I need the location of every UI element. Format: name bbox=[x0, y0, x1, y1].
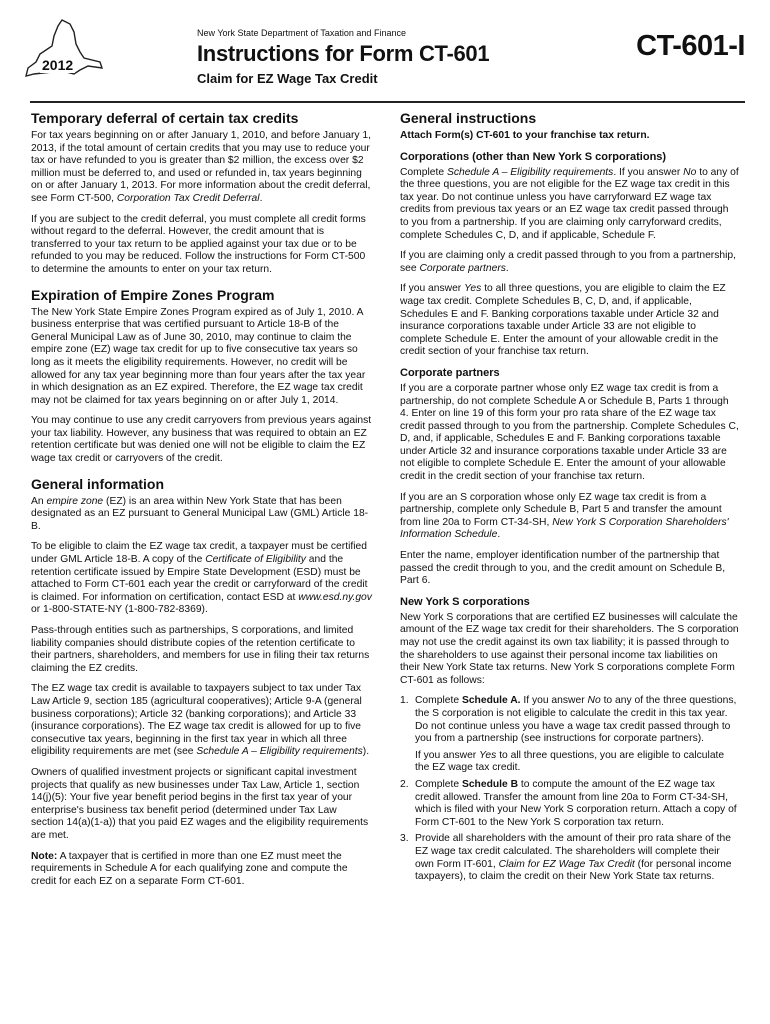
paragraph: An empire zone (EZ) is an area within New York State that has been designated as an EZ pursuant to General Municipal Law (GML) Article 18-B. bbox=[31, 495, 369, 532]
paragraph: Enter the name, employer identification number of the partnership that passed the credit through to you, and the credit amount on Schedule B, Part 6. bbox=[400, 550, 726, 587]
section-title-general-information: General information bbox=[31, 475, 165, 492]
list-item: 1. Complete Schedule A. If you answer No to any of the three questions, the S corporation is not eligible to calculate the credit in this tax year. Do not continue unless you have a wage tax credit passed through to you from a partnership (see instructions for corporate partners). If you answer Yes to all three questions, you are eligible to calculate the EZ wage tax credit. bbox=[400, 695, 737, 774]
section-title-empire-zones: Expiration of Empire Zones Program bbox=[31, 286, 275, 303]
list-item: 3. Provide all shareholders with the amount of their pro rata share of the EZ wage tax credit calculated. The shareholders will complete their own Form IT-601, Claim for EZ Wage Tax Credit (for personal income taxpayers), to claim the credit on their New York State tax returns. bbox=[400, 833, 732, 883]
paragraph: If you are a corporate partner whose only EZ wage tax credit is from a partnership, do not complete Schedule A or Schedule B, Parts 1 through 4. Enter on line 19 of this form your pro rata share of the EZ wage tax credit passed through to you from the partnership. Complete Schedules C, D, and, if applicable, Schedules E and F. Banking corporations taxable under Article 32 and insurance corporations taxable under Article 33 are not eligible to complete Schedule E. Enter the amount of your allowable credit in the credit section of your franchise tax return. bbox=[400, 382, 739, 483]
department-name: New York State Department of Taxation and Finance bbox=[197, 28, 406, 38]
paragraph: Owners of qualified investment projects or significant capital investment projects that qualify as new businesses under Tax Law, Article 1, section 14(j)(5): Your five year benefit period begins in the first tax year of your enterprise's business tax benefit period (determined under Tax Law section 14(a)(1-a)) that you paid EZ wages and the eligibility requirements are met. bbox=[31, 766, 369, 841]
section-title-general-instructions: General instructions bbox=[400, 110, 537, 126]
s-corp-steps-list bbox=[400, 695, 739, 883]
note-paragraph: Note: A taxpayer that is certified in more than one EZ must meet the requirements in Schedule A for each qualifying zone and compute the credit for each EZ on a separate Form CT-601. bbox=[31, 850, 348, 887]
paragraph: Complete Schedule A – Eligibility requirements. If you answer No to any of the three questions, you are not eligible for the EZ wage tax credit in this tax year. Do not continue unless you have carryforward EZ wage tax credits from previous tax years or an EZ wage tax credit passed through to you from a partnership. If you are claiming only carryforward credits, complete Schedules C, D, and if applicable, Schedule F. bbox=[400, 166, 739, 241]
attach-instruction: Attach Form(s) CT-601 to your franchise tax return. bbox=[400, 130, 650, 141]
tax-year: 2012 bbox=[42, 57, 74, 73]
subsection-title-corporations: Corporations (other than New York S corporations) bbox=[400, 150, 667, 163]
paragraph: For tax years beginning on or after January 1, 2010, and before January 1, 2013, if the total amount of certain credits that you may use to reduce your tax or have refunded to you is greater than $2 million, the excess over $2 million must be deferred to, and used or refunded in, tax years beginning on or after January 1, 2013. For more information about the credit deferral, see Form CT-500, Corporation Tax Credit Deferral. bbox=[31, 130, 372, 204]
paragraph: New York S corporations that are certified EZ businesses will calculate the amount of the EZ wage tax credit for their shareholders. The S corporation may not use the credit against its own tax liability; it is passed through to the shareholders to use against their personal income tax liabilities on their New York State tax returns. New York S corporations complete Form CT-601 as follows: bbox=[400, 611, 739, 686]
list-item: 2. Complete Schedule B to compute the amount of the EZ wage tax credit allowed. Transfer the amount from line 20a to Form CT-34-SH, which is filed with your New York S corporation return. Attach a copy of Form CT-601 to the New York S corporation tax return. bbox=[400, 778, 737, 828]
left-column bbox=[31, 110, 372, 896]
form-header bbox=[0, 0, 770, 100]
subsection-title-s-corporations: New York S corporations bbox=[400, 595, 530, 608]
paragraph: The New York State Empire Zones Program expired as of July 1, 2010. A business enterprise that was certified pursuant to Article 18-B of the General Municipal Law as of June 30, 2010, may continue to claim the empire zone (EZ) wage tax credit for up to five consecutive tax years so long as it meets the eligibility requirements. However, no credit will be allowed for any tax year beginning more than four years after the tax year in which designation as an EZ expired. Therefore, the EZ wage tax credit may not be claimed for tax years beginning on or after July 1, 2014. bbox=[31, 306, 366, 406]
paragraph: To be eligible to claim the EZ wage tax credit, a taxpayer must be certified under GML Article 18-B. A copy of the Certificate of Eligibility and the retention certificate issued by Empire State Development (ESD) must be attached to Form CT-601 each year the credit or carryforward of the credit is claimed. For information on certification, contact ESD at www.esd.ny.gov or 1-800-STATE-NY (1-800-782-8369). bbox=[31, 541, 372, 616]
page-title: Instructions for Form CT-601 bbox=[197, 41, 490, 66]
esd-website-link[interactable]: www.esd.ny.gov bbox=[298, 591, 372, 603]
paragraph: If you are an S corporation whose only EZ wage tax credit is from a partnership, complete only Schedule B, Part 5 and transfer the amount from line 20a to Form CT-34-SH, New York S Corporation Shareholders' Information Schedule. bbox=[400, 491, 729, 541]
section-title-credit-deferral: Temporary deferral of certain tax credits bbox=[31, 110, 299, 126]
form-number: CT-601-I bbox=[636, 30, 745, 62]
header-divider bbox=[30, 101, 745, 103]
paragraph: If you answer Yes to all three questions, you are eligible to claim the EZ wage tax credit. Complete Schedules B, C, D, and, if applicable, Schedules E and F. Banking corporations taxable under Article 32 and insurance corporations taxable under Article 33 are not eligible to complete Schedule E. Enter the amount of your allowable credit in the credit section of your franchise tax return. bbox=[400, 283, 726, 358]
paragraph: Pass-through entities such as partnerships, S corporations, and limited liability companies should distribute copies of the retention certificate to their partners, shareholders, and members for use in filing their tax returns claiming the EZ credits. bbox=[31, 625, 370, 674]
subsection-title-corporate-partners: Corporate partners bbox=[400, 366, 500, 379]
paragraph: If you are claiming only a credit passed through to you from a partnership, see Corporate partners. bbox=[400, 250, 736, 274]
page-subtitle: Claim for EZ Wage Tax Credit bbox=[197, 71, 378, 86]
paragraph: The EZ wage tax credit is available to taxpayers subject to tax under Tax Law Article 9, section 185 (agricultural cooperatives); Article 9-A (general business corporations); Article 32 (banking corporations); and Article 33 (insurance corporations). The EZ wage tax credit is allowed for up to five consecutive tax years, beginning in the first tax year in which all three eligibility requirements are met (see Schedule A – Eligibility requirements). bbox=[31, 683, 370, 758]
right-column bbox=[400, 110, 739, 888]
paragraph: You may continue to use any credit carryovers from previous years against your tax liability. However, any business that was required to obtain an EZ retention certificate but was denied one will not be eligible to claim the EZ wage tax credit or carryovers of the credit. bbox=[31, 415, 372, 465]
paragraph: If you are subject to the credit deferral, you must complete all credit forms without regard to the deferral. However, the credit amount that is transferred to your tax return to be applied against your tax due or to be refunded to you may be reduced. Follow the instructions for Form CT-500 to determine the amounts to enter on your tax return. bbox=[31, 213, 366, 275]
